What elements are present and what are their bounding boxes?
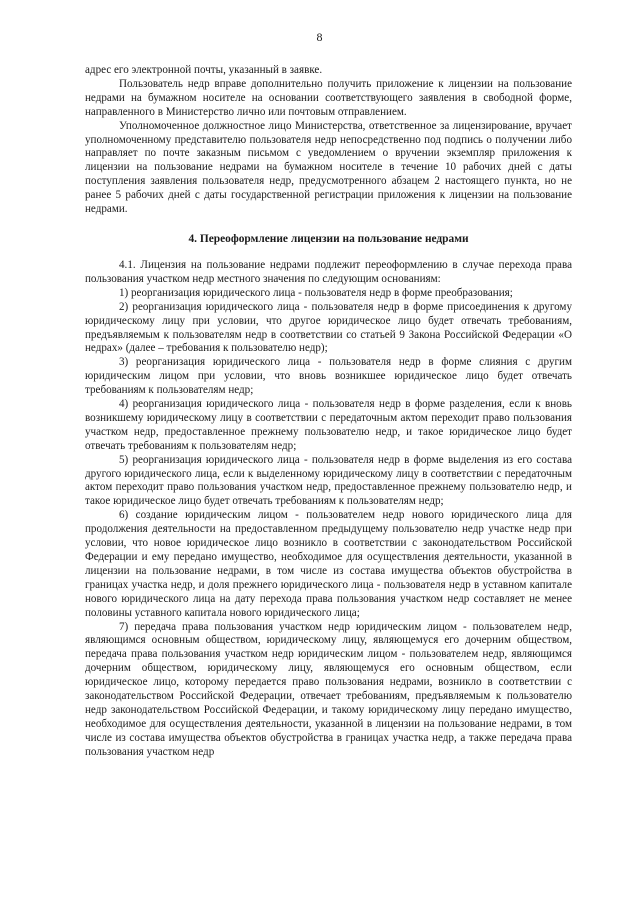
section-heading: 4. Переоформление лицензии на пользование недрами — [188, 232, 469, 245]
paragraph: 4.1. Лицензия на пользование недрами подлежит переоформлению в случае перехода права пользования участком недр местного значения по следующим основаниям: — [85, 258, 572, 285]
paragraph: Пользователь недр вправе дополнительно получить приложение к лицензии на пользование недрами на бумажном носителе на основании соответствующего заявления в свободной форме, направленного в Министерство лично или почтовым отправлением. — [85, 77, 572, 118]
list-item: 1) реорганизация юридического лица - пользователя недр в форме преобразования; — [119, 286, 513, 299]
document-body — [85, 64, 572, 760]
page-number: 8 — [316, 30, 323, 44]
paragraph: адрес его электронной почты, указанный в заявке. — [85, 64, 323, 76]
list-item: 6) создание юридическим лицом - пользователем недр нового юридического лица для продолжения деятельности на предоставленном предыдущему пользователю недр участке недр при условии, что новое юридическое лицо возникло в соответствии с законодательством Российской Федерации и ему передано имущество, необходимое для осуществления деятельности, указанной в лицензии на пользование недрами, в том числе из состава имущества объектов обустройства в границах участка недр, и доля прежнего юридического лица - пользователя недр в уставном капитале нового юридического лица на дату перехода права пользования участком недр составляет не менее половины уставного капитала нового юридического лица; — [85, 509, 572, 619]
list-item: 2) реорганизация юридического лица - пользователя недр в форме присоединения к другому юридическому лицу при условии, что другое юридическое лицо будет отвечать требованиям, предъявляемым к пользователям недр в соответствии со статьей 9 Закона Российской Федерации «О недрах» (далее – требования к пользователю недр); — [85, 300, 572, 355]
list-item: 5) реорганизация юридического лица - пользователя недр в форме выделения из его состава другого юридического лица, если к выделенному юридическому лицу в соответствии с передаточным актом переходит право пользования участком недр, предоставленное прежнему пользователю недр, и такое юридическое лицо будет отвечать требованиям к пользователям недр; — [85, 453, 572, 508]
paragraph: Уполномоченное должностное лицо Министерства, ответственное за лицензирование, вручает уполномоченному представителю пользователя недр непосредственно под подпись о получении либо направляет по почте заказным письмом с уведомлением о вручении экземпляр приложения к лицензии на пользование недрами на бумажном носителе в течение 10 рабочих дней с даты поступления заявления пользователя недр, предусмотренного абзацем 2 настоящего пункта, но не ранее 5 рабочих дней с даты государственной регистрации приложения к лицензии на пользование недрами. — [85, 119, 572, 216]
list-item: 4) реорганизация юридического лица - пользователя недр в форме разделения, если к вновь возникшему юридическому лицу в соответствии с передаточным актом переходит право пользования участком недр, предоставленное прежнему пользователю недр, и такое юридическое лицо будет отвечать требованиям к пользователям недр; — [85, 398, 572, 452]
list-item: 3) реорганизация юридического лица - пользователя недр в форме слияния с другим юридическим лицом при условии, что вновь возникшее юридическое лицо будет отвечать требованиям к пользователям недр; — [85, 356, 572, 397]
list-item: 7) передача права пользования участком недр юридическим лицом - пользователем недр, являющимся основным обществом, юридическому лицу, являющемуся его дочерним обществом, передача права пользования участком недр юридическим лицом - пользователем недр, являющимся дочерним обществом, юридическому лицу, являющемуся его основным обществом, если юридическое лицо, которому передается право пользования недрами, возникло в соответствии с законодательством Российской Федерации, отвечает требованиям, предъявляемым к пользователю недр законодательством Российской Федерации, и такому юридическому лицу передано имущество, необходимое для осуществления деятельности, указанной в лицензии на пользование недрами, в том числе из состава имущества объектов обустройства в границах участка недр, а также передача права пользования участком недр — [85, 620, 572, 758]
